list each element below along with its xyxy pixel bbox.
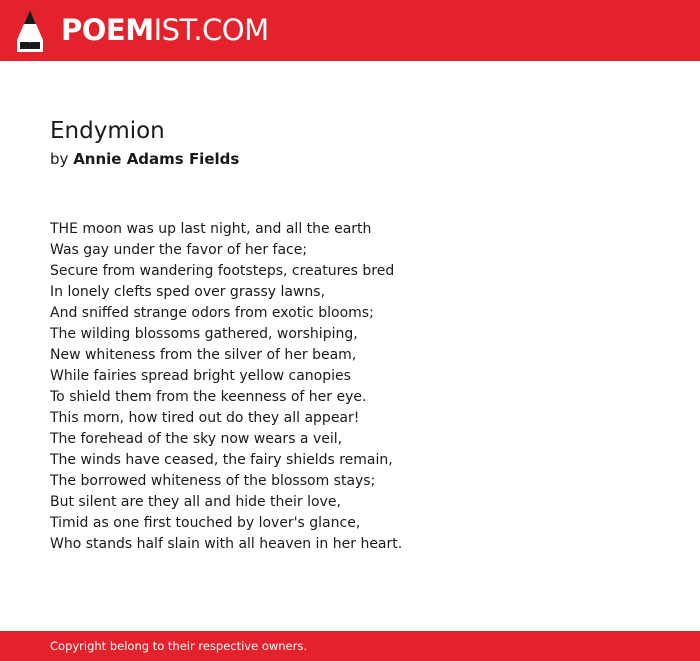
poem-line: In lonely clefts sped over grassy lawns, bbox=[50, 284, 326, 300]
poem-line: Secure from wandering footsteps, creatures bred bbox=[50, 263, 395, 279]
poem-body bbox=[50, 219, 402, 555]
poem-line: But silent are they all and hide their love, bbox=[50, 494, 341, 510]
poem-line: The wilding blossoms gathered, worshiping, bbox=[50, 326, 358, 342]
poem-line: And sniffed strange odors from exotic blooms; bbox=[50, 305, 374, 321]
site-header bbox=[0, 0, 700, 61]
site-footer bbox=[0, 631, 700, 661]
poem-line: New whiteness from the silver of her beam, bbox=[50, 347, 357, 363]
poem-line: The forehead of the sky now wears a veil, bbox=[50, 431, 343, 447]
poem-byline bbox=[50, 149, 239, 169]
poem-line: Timid as one first touched by lover's glance, bbox=[50, 515, 361, 531]
by-label: by bbox=[50, 150, 69, 168]
poem-line: The borrowed whiteness of the blossom stays; bbox=[50, 473, 376, 489]
poem-title: Endymion bbox=[50, 118, 165, 144]
site-logo-text bbox=[61, 13, 269, 47]
poem-author: Annie Adams Fields bbox=[73, 150, 240, 168]
logo-light-text: IST.COM bbox=[153, 13, 269, 47]
logo-bold-text: POEM bbox=[61, 13, 154, 47]
pencil-tip-icon bbox=[17, 10, 43, 52]
poem-line: The winds have ceased, the fairy shields remain, bbox=[50, 452, 393, 468]
poem-line: While fairies spread bright yellow canopies bbox=[50, 368, 351, 384]
poem-line: Who stands half slain with all heaven in her heart. bbox=[50, 536, 403, 552]
poem-line: To shield them from the keenness of her eye. bbox=[50, 389, 367, 405]
poem-line: Was gay under the favor of her face; bbox=[50, 242, 308, 258]
copyright-text: Copyright belong to their respective owners. bbox=[50, 639, 308, 653]
poem-line: THE moon was up last night, and all the earth bbox=[50, 221, 372, 237]
poem-line: This morn, how tired out do they all appear! bbox=[50, 410, 360, 426]
